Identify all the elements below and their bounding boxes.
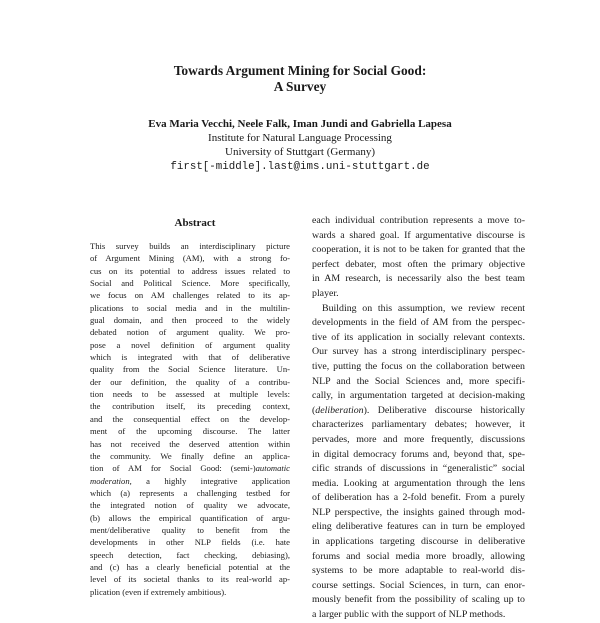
abstract-line: plications to social media and in the multilin-	[90, 302, 290, 313]
body-line: pervades, more and more frequently, discussions	[312, 433, 525, 445]
body-line: tive, putting the focus on the collaboration between	[312, 360, 525, 372]
abstract-line: of Argument Mining (AM), with a strong fo-	[90, 253, 290, 264]
abstract-line: level of its societal thanks to its real-world ap-	[90, 574, 290, 585]
abstract-line: Social and Political Science. More specifically,	[90, 278, 290, 289]
abstract-line: der our definition, the quality of a contribu-	[90, 376, 290, 387]
body-line: in digital democracy forums and, beyond that, spe-	[312, 448, 525, 460]
abstract-line: which is integrated with that of deliberative	[90, 352, 290, 363]
body-line: wards a shared goal. If argumentative discourse is	[312, 229, 525, 241]
abstract-line: tion needs to be assessed at multiple levels:	[90, 389, 290, 400]
abstract-line: plication (even if extremely ambitious).	[90, 586, 227, 597]
abstract-line: has not received the deserved attention within	[90, 438, 290, 449]
abstract-line: the contribution itself, its preceding context,	[90, 401, 290, 412]
body-line: (deliberation). Deliberative discourse historically	[312, 404, 525, 416]
abstract-text	[90, 240, 290, 598]
body-line: forums and social media more broadly, allowing	[312, 550, 525, 562]
abstract-line: quality from the Social Science literature. Un-	[90, 364, 290, 375]
body-line: cific strands of discussions in “generalistic” social	[312, 463, 525, 475]
abstract-line: which (a) represents a challenging testbed for	[90, 487, 290, 498]
body-line: of deliberation has a 2-fold benefit. From a purely	[312, 492, 525, 504]
body-line: each individual contribution represents a move to-	[312, 215, 525, 226]
abstract-line: and the consequential effect on the develop-	[90, 413, 290, 424]
abstract-line: developments in other NLP fields (i.e. hate	[90, 537, 290, 548]
abstract-line: ment/deliberative quality to benefit from the	[90, 524, 290, 535]
abstract-line: tion of AM for Social Good: (semi-)automatic	[90, 463, 290, 474]
body-line: cooperation, it is not to be taken for granted that the	[312, 244, 525, 256]
abstract-line: gual domain, and then proceed to the widely	[90, 315, 290, 326]
body-line: Building on this assumption, we review recent	[322, 302, 525, 314]
body-line: mously benefit from the possibility of scaling up to	[312, 594, 525, 606]
body-paragraph-1	[312, 214, 525, 302]
body-line: eling deliberative features can in turn be employed	[312, 521, 525, 533]
abstract-line: debated notion of argument quality. We pro-	[90, 327, 290, 338]
body-line: cally, in argumentation targeted at decision-making	[312, 390, 525, 402]
body-line: player.	[312, 287, 339, 299]
paper-title	[0, 63, 600, 95]
paper-title-line-2: A Survey	[273, 79, 327, 94]
body-line: in applications targeting discourse in deliberative	[312, 536, 525, 548]
body-column-right	[312, 214, 525, 623]
body-paragraph-2	[312, 302, 525, 623]
body-line: in AM research, is necessarily also the best team	[312, 273, 525, 285]
abstract-line: we focus on AM challenges related to its ap-	[90, 290, 290, 301]
author-list: Eva Maria Vecchi, Neele Falk, Iman Jundi and Gabriella Lapesa	[148, 118, 452, 130]
body-line: media. Looking at argumentation through the lens	[312, 477, 525, 489]
affiliation: Institute for Natural Language Processing	[208, 132, 392, 144]
university: University of Stuttgart (Germany)	[225, 146, 375, 158]
body-line: perfect debater, most often the primary objective	[312, 258, 525, 270]
body-line: NLP and the Social Sciences and, more specifi-	[312, 375, 525, 387]
abstract-line: This survey builds an interdisciplinary picture	[90, 241, 290, 251]
abstract-line: (b) allows the empirical quantification of argu-	[90, 512, 290, 523]
abstract-line: speech detection, fact checking, debiasing),	[90, 549, 290, 560]
body-line: tive of its application in socially relevant contexts.	[312, 331, 525, 343]
abstract-line: pose a novel definition of argument quality	[90, 339, 290, 350]
abstract-line: the integrated notion of quality we advocate,	[90, 500, 290, 511]
body-line: developments in the field of AM from the perspec-	[312, 317, 525, 329]
abstract-line: ment of the upcoming discourse. The latter	[90, 426, 290, 437]
abstract-line: cus on its potential to address issues related to	[90, 265, 290, 276]
body-line: course settings. Social Sciences, in turn, can enor-	[312, 579, 525, 591]
abstract-heading: Abstract	[174, 217, 216, 229]
body-line: systems to be more adaptable to real-world dis-	[312, 565, 525, 577]
abstract-line: and (c) has a clearly beneficial potential at the	[90, 561, 290, 572]
author-email: first[-middle].last@ims.uni-stuttgart.de	[170, 161, 430, 173]
abstract-line: moderation, a highly integrative application	[90, 475, 290, 486]
body-line: Our survey has a strong interdisciplinary perspec-	[312, 346, 525, 358]
paper-title-line-1: Towards Argument Mining for Social Good:	[173, 63, 427, 78]
abstract-line: the community. We finally define an applica-	[90, 450, 290, 461]
body-line: a larger public with the support of NLP methods.	[312, 609, 506, 621]
body-line: NLP perspective, the insights gained through mod-	[312, 506, 525, 518]
body-line: characterizes parliamentary debates; however, it	[312, 419, 525, 431]
